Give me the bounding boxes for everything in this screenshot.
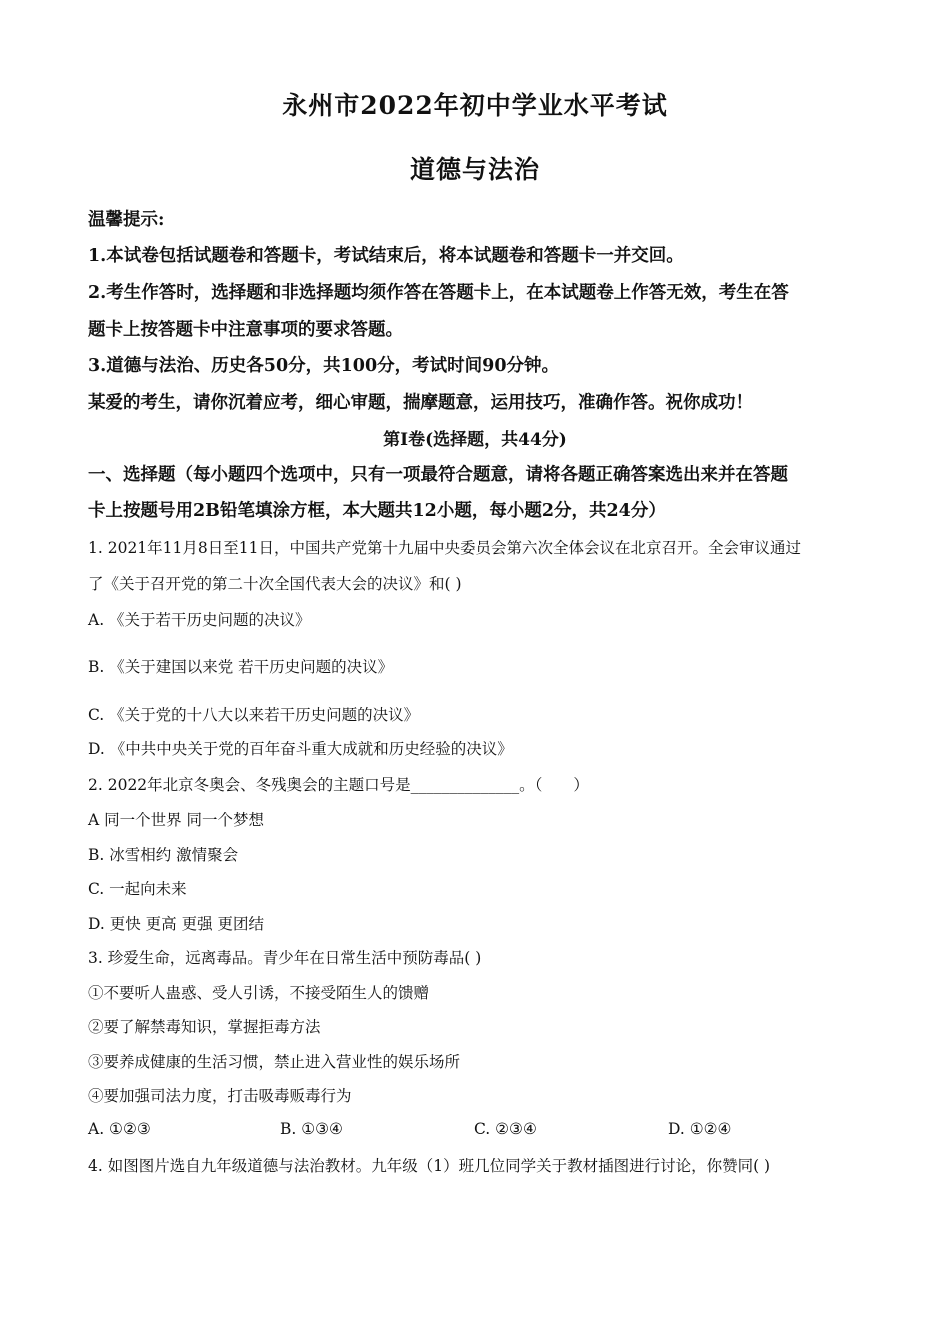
q3-statement-3: ③要养成健康的生活习惯，禁止进入营业性的娱乐场所: [88, 1053, 461, 1071]
notice-item-3: 3.道德与法治、历史各50分，共100分，考试时间90分钟。: [88, 356, 560, 376]
q2-option-a: A 同一个世界 同一个梦想: [88, 811, 265, 829]
q3-statement-4: ④要加强司法力度，打击吸毒贩毒行为: [88, 1087, 352, 1105]
notice-item-2-line-1: 2.考生作答时，选择题和非选择题均须作答在答题卡上，在本试题卷上作答无效，考生在答: [88, 283, 789, 303]
q3-statement-2: ②要了解禁毒知识，掌握拒毒方法: [88, 1018, 321, 1036]
q3-option-c: C. ②③④: [474, 1120, 537, 1138]
section-instruction-line-1: 一、选择题（每小题四个选项中，只有一项最符合题意，请将各题正确答案选出来并在答题: [88, 465, 788, 485]
q2-option-c: C. 一起向未来: [88, 880, 187, 898]
subject-title: 道德与法治: [409, 155, 540, 184]
q4-stem: 4. 如图图片选自九年级道德与法治教材。九年级（1）班几位同学关于教材插图进行讨论，你赞同( ): [88, 1157, 771, 1175]
q1-option-a: A. 《关于若干历史问题的决议》: [88, 611, 311, 629]
q1-option-c: C. 《关于党的十八大以来若干历史问题的决议》: [88, 706, 420, 724]
q2-option-b: B. 冰雪相约 激情聚会: [88, 846, 239, 864]
q1-stem-line-2: 了《关于召开党的第二十次全国代表大会的决议》和( ): [88, 575, 462, 593]
notice-wish: 某爱的考生，请你沉着应考，细心审题，揣摩题意，运用技巧，准确作答。祝你成功！: [88, 393, 753, 413]
notice-item-1: 1.本试卷包括试题卷和答题卡，考试结束后，将本试题卷和答题卡一并交回。: [88, 246, 684, 266]
q2-stem: 2. 2022年北京冬奥会、冬残奥会的主题口号是______________。（ ）: [88, 776, 589, 794]
section-instruction-line-2: 卡上按题号用2B铅笔填涂方框，本大题共12小题，每小题2分，共24分）: [88, 501, 666, 521]
section-title: 第Ⅰ卷(选择题，共44分): [383, 430, 567, 450]
q1-option-d: D. 《中共中央关于党的百年奋斗重大成就和历史经验的决议》: [88, 740, 513, 758]
q3-statement-1: ①不要听人蛊惑、受人引诱，不接受陌生人的馈赠: [88, 984, 430, 1002]
exam-title: 永州市2022年初中学业水平考试: [282, 91, 668, 120]
q3-option-d: D. ①②④: [668, 1120, 732, 1138]
q1-option-b: B. 《关于建国以来党 若干历史问题的决议》: [88, 658, 394, 676]
q3-option-a: A. ①②③: [88, 1120, 151, 1138]
q1-stem-line-1: 1. 2021年11月8日至11日，中国共产党第十九届中央委员会第六次全体会议在北京召开。全会审议通过: [88, 539, 801, 557]
notice-item-2-line-2: 题卡上按答题卡中注意事项的要求答题。: [88, 320, 403, 340]
q2-option-d: D. 更快 更高 更强 更团结: [88, 915, 265, 933]
q3-stem: 3. 珍爱生命，远离毒品。青少年在日常生活中预防毒品( ): [88, 949, 482, 967]
notice-heading: 温馨提示:: [88, 210, 165, 230]
q3-option-b: B. ①③④: [280, 1120, 343, 1138]
